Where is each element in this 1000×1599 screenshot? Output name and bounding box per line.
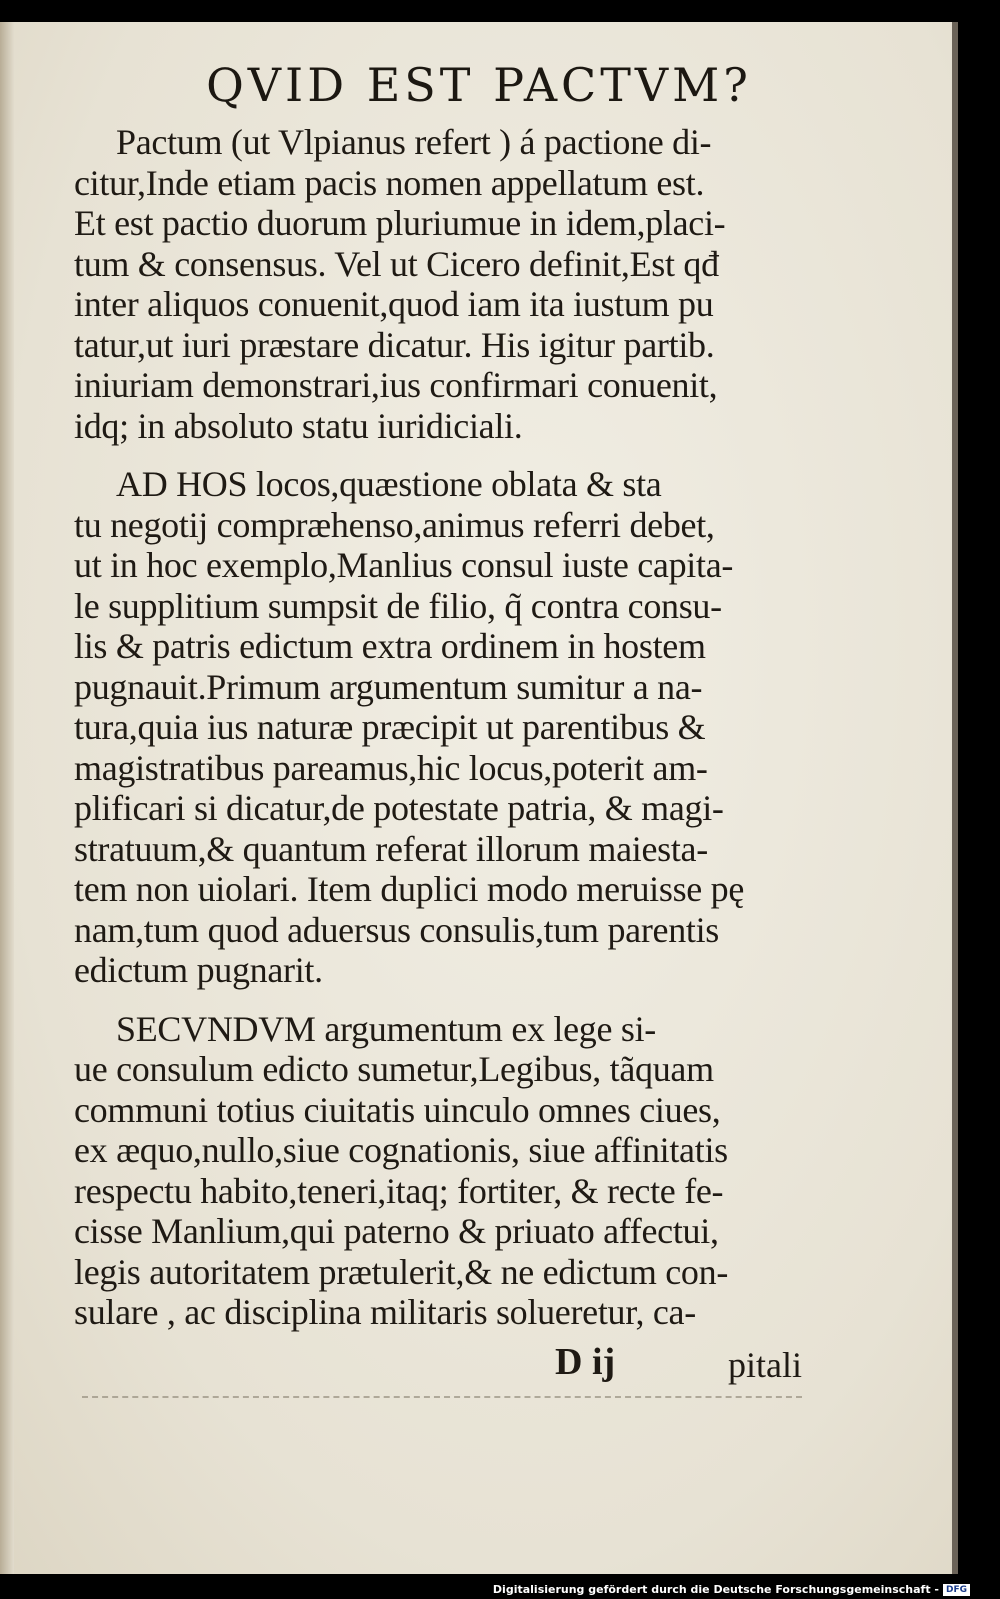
page-gutter-shadow (0, 22, 14, 1574)
dfg-logo-icon: DFG (943, 1584, 970, 1596)
digitization-footer (493, 1583, 970, 1596)
book-page (0, 22, 958, 1574)
text-line: nam,tum quod aduersus consulis,tum parentis (74, 909, 720, 950)
text-line: idq; in absoluto statu iuridiciali. (74, 405, 523, 446)
text-line: Pactum (ut Vlpianus refert ) á pactione di- (116, 122, 712, 162)
text-line: plificari si dicatur,de potestate patria, & magi- (74, 788, 724, 828)
text-line: le supplitium sumpsit de filio, q̃ contra consu- (74, 585, 722, 626)
page-right-edge (952, 22, 958, 1574)
text-line: SECVNDVM argumentum ex lege si- (116, 1008, 656, 1049)
text-line: inter aliquos conuenit,quod iam ita iustum pu (74, 284, 714, 324)
text-line: Et est pactio duorum pluriumue in idem,placi- (74, 203, 726, 243)
footer-credit: Digitalisierung gefördert durch die Deutsche Forschungsgemeinschaft - (492, 1583, 939, 1596)
text-line: iniuriam demonstrari,ius confirmari conuenit, (74, 365, 718, 405)
text-line: ue consulum edicto sumetur,Legibus, tãquam (74, 1049, 714, 1089)
text-line: lis & patris edictum extra ordinem in hostem (74, 626, 706, 666)
bottom-rule (82, 1396, 802, 1398)
text-line: AD HOS locos,quæstione oblata & sta (116, 464, 662, 504)
text-line: legis autoritatem prætulerit,& ne edictum con- (74, 1251, 729, 1292)
text-line: ut in hoc exemplo,Manlius consul iuste capita- (74, 545, 734, 585)
text-line: cisse Manlium,qui paterno & priuato affectui, (74, 1211, 719, 1251)
text-line: sulare , ac disciplina militaris solueretur, ca- (74, 1292, 696, 1332)
text-line: respectu habito,teneri,itaq; fortiter, & recte fe- (74, 1170, 724, 1211)
text-line: magistratibus pareamus,hic locus,poterit am- (74, 747, 708, 788)
text-line: pugnauit.Primum argumentum sumitur a na- (74, 666, 703, 707)
text-line: tatur,ut iuri præstare dicatur. His igitur partib. (74, 324, 715, 365)
text-line: tum & consensus. Vel ut Cicero definit,Est qđ (74, 243, 719, 284)
text-line: edictum pugnarit. (74, 950, 323, 990)
running-head: QVID EST PACTVM? (206, 58, 752, 112)
text-line: communi totius ciuitatis uinculo omnes ciues, (74, 1089, 721, 1130)
text-line: stratuum,& quantum referat illorum maiesta- (74, 828, 708, 869)
text-line: citur,Inde etiam pacis nomen appellatum est. (74, 162, 705, 203)
text-line: ex æquo,nullo,siue cognationis, siue affinitatis (74, 1130, 728, 1170)
text-line: tu negotij compræhenso,animus referri debet, (74, 504, 715, 545)
text-line: tura,quia ius naturæ præcipit ut parentibus & (74, 707, 706, 747)
text-line: tem non uiolari. Item duplici modo meruisse pę (74, 869, 745, 909)
catchword: pitali (728, 1345, 802, 1385)
signature-mark: D ij (555, 1341, 616, 1383)
